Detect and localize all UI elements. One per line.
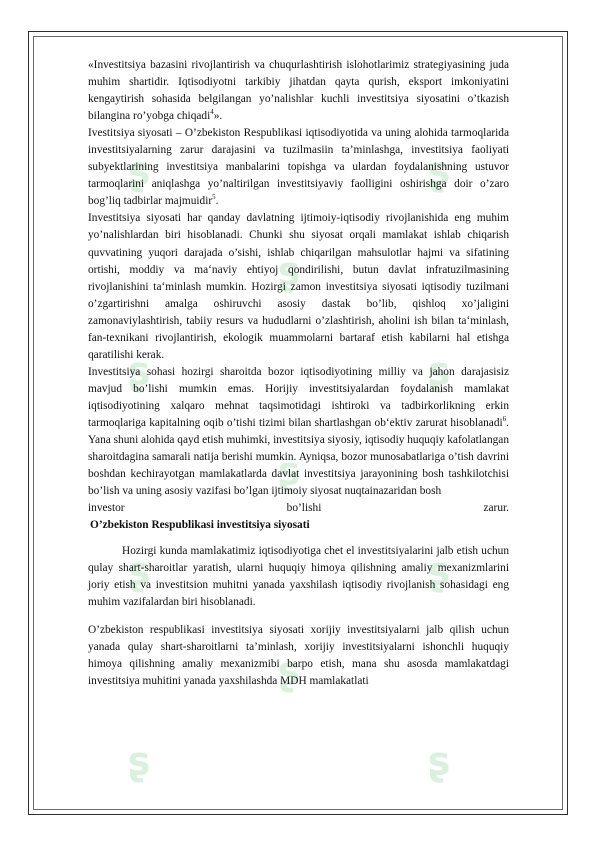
- paragraph-text: «Investitsiya bazasini rivojlantirish va chuqurlashtirish islohotlarimiz strategiyasining juda muhim shartidir. Iqtisodiyotni tarkibiy jihatdan qayta qurish, eksport imkoniyatini kengaytirish sohasida belgilangan yo’nalishlar kuchli investitsiya siyosatini o’tkazish bilangina ro’yobga chiqadi: [88, 59, 509, 123]
- watermark-logo: ʂ: [127, 149, 151, 193]
- paragraph-4: [88, 364, 509, 500]
- watermark-logo: ʂ: [277, 249, 301, 293]
- watermark-logo: ʂ: [277, 649, 301, 693]
- paragraph-5: Hozirgi kunda mamlakatimiz iqtisodiyotiga chet el investitsiyalarini jalb etish uchun qulay shart-sharoitlar yaratish, ularni huquqiy himoya qilishning amaliy mexanizmlarini joriy etish va investitsion muhitni yanada yaxshilash iqtisodiy rivojlanish sohasidagi eng muhim vazifalardan biri hisoblanadi.: [88, 545, 509, 609]
- paragraph-text: .: [215, 195, 219, 208]
- paragraph-2: [88, 125, 509, 210]
- paragraph-3: Investitsiya siyosati har qanday davlatning ijtimoiy-iqtisodiy rivojlanishida eng muhim yo’nalishlardan biri hisoblanadi. Chunki shu siyosat orqali mamlakat ishlab chiqarish quvvatining yuqori darajada o’sishi, ishlab chiqarilgan mahsulotlar hajmi va sifatining ortishi, moddiy va ma‘naviy ehtiyoj qondirilishi, butun davlat infratuzilmasining rivojlanishini ta‘minlash mumkin. Hozirgi zamon investitsiya siyosati iqtisodiy tuzilmani o’zgartirishni amalga oshiruvchi asosiy dastak bo’lib, qishloq xo’jaligini zamonaviylashtirish, tabiiy resurs va hududlarni o’zlashtirish, aholini ish bilan ta‘minlash, fan-texnikani rivojlantirish, ekologik muammolarni bartaraf etish kabilarni hal etishga qaratilishi kerak.: [88, 212, 509, 361]
- watermark-logo: ʂ: [427, 549, 451, 593]
- watermark-logo: ʂ: [427, 739, 451, 783]
- watermark-logo: ʂ: [127, 349, 151, 393]
- section-heading: O’zbekiston Respublikasi investitsiya siyosati: [90, 519, 310, 532]
- footnote-ref: 6: [502, 415, 507, 424]
- watermark-logo: ʂ: [427, 149, 451, 193]
- paragraph-6: O’zbekiston respublikasi investitsiya siyosati xorijiy investitsiyalarni jalb qilish uchun yanada qulay shart-sharoitlarni ta’minlash, xorijiy investitsiyalarni ishonchli huquqiy himoya qilishning amaliy mexanizmibi barpo etish, mana shu asosda mamlakatdagi investitsiya muhitini yanada yaxshilashda MDH mamlakatlati: [88, 623, 509, 687]
- paragraph-4-last-line: investor bo’lishi zarur.: [88, 502, 509, 515]
- watermark-logo: ʂ: [127, 739, 151, 783]
- footnote-ref: 4: [210, 108, 214, 117]
- watermark-logo: ʂ: [427, 349, 451, 393]
- body-text: [88, 57, 509, 693]
- paragraph-1: [88, 57, 509, 125]
- footnote-ref: 5: [212, 193, 216, 202]
- paragraph-text: Ivestitsiya siyosati – O’zbekiston Respublikasi iqtisodiyotida va uning alohida tarmoqlarida investitsiyalarning zarur darajasini va tuzilmasiin ta’minlashga, investitsiya faoliyati subyektlarining investitsiya manbalarini topishga va ulardan foydalanishning ustuvor tarmoqlarini aniqlashga yo’naltirilgan investitsiyaviy faolligini oshirishga doir o’zaro bog’liq tadbirlar majmuidir: [88, 127, 509, 208]
- paragraph-text: Investitsiya sohasi hozirgi sharoitda bozor iqtisodiyotining milliy va jahon darajasisiz mavjud bo’lishi mumkin emas. Horijiy investitsiyalardan foydalanish mamlakat iqtisodiyotining xalqaro mehnat taqsimotidagi ishtiroki va tadbirkorlikning erkin tarmoqlariga kapitalning oqib o’tishi tizimi bilan shartlashgan ob‘ektiv zarurat hisoblanadi: [88, 365, 509, 429]
- paragraph-text: ».: [213, 110, 223, 123]
- watermark-logo: ʂ: [127, 549, 151, 593]
- paragraph-text: . Yana shuni alohida qayd etish muhimki, investitsiya siyosiy, iqtisodiy huquqiy kafolatlangan sharoitdagina samarali natija berishi mumkin. Ayniqsa, bozor munosabatlariga o’tish davrini boshdan kechirayotgan mamlakatlarda davlat investitsiya jarayonining bosh tashkilotchisi bo’lish va uning asosiy vazifasi bo’lgan ijtimoiy siyosat nuqtainazaridan bosh: [88, 416, 509, 498]
- watermark-logo: ʂ: [277, 449, 301, 493]
